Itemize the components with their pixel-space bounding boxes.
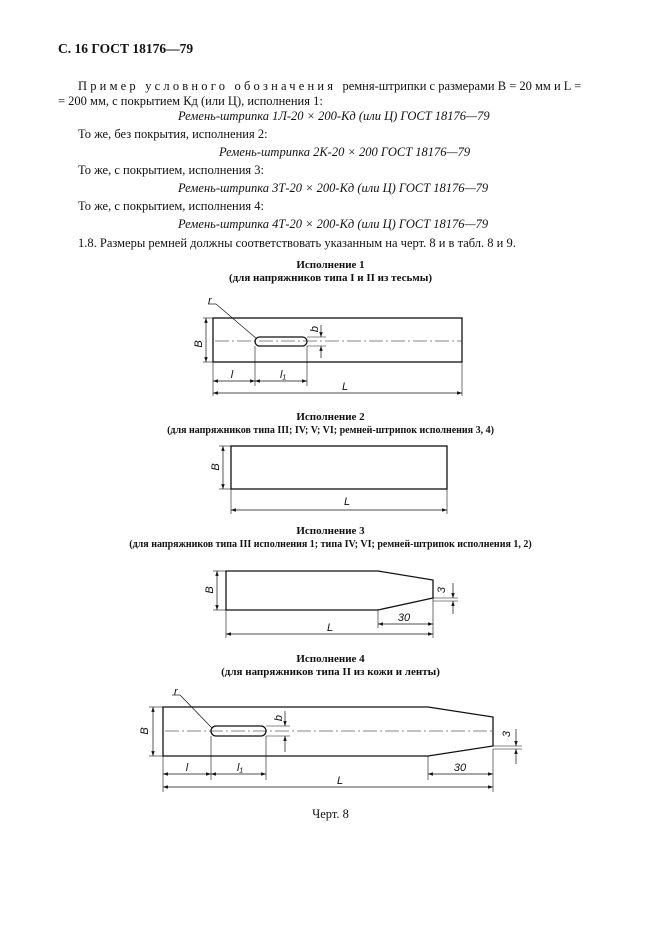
- fig1-r-leader: [216, 304, 257, 339]
- fig4-r-leader: [180, 695, 212, 728]
- intro-spaced-term: Пример условного обозначения: [78, 79, 337, 93]
- fig4-label-b: b: [273, 714, 285, 722]
- fig1-label-r: r: [208, 295, 212, 307]
- fig4-label-r: r: [174, 686, 178, 698]
- figure-1-drawing: [203, 304, 462, 396]
- figure-2-title: Исполнение 2: [296, 411, 365, 423]
- example-label-3: То же, с покрытием, исполнения 3:: [78, 163, 264, 177]
- figure-1-subtitle: (для напряжников типа I и II из тесьмы): [228, 272, 433, 284]
- fig3-label-B: B: [204, 586, 216, 594]
- example-label-4: То же, с покрытием, исполнения 4:: [78, 199, 264, 213]
- fig2-label-L: L: [343, 496, 351, 508]
- fig1-label-b: b: [309, 325, 321, 333]
- fig3-strap-outline: [226, 571, 433, 610]
- fig4-label-B: B: [139, 727, 151, 735]
- designation-2: Ремень-штрипка 2К-20 × 200 ГОСТ 18176—79: [219, 145, 471, 159]
- figure-3-subtitle: (для напряжников типа III исполнения 1; типа IV; VI; ремней-штрипок исполнения 1, 2): [129, 539, 532, 550]
- intro-line-2: = 200 мм, с покрытием Кд (или Ц), исполнения 1:: [58, 94, 323, 108]
- figure-1-title: Исполнение 1: [296, 259, 365, 271]
- figure-3-drawing: [213, 571, 458, 638]
- figure-3-title: Исполнение 3: [296, 525, 365, 537]
- example-label-2: То же, без покрытия, исполнения 2:: [78, 127, 268, 141]
- figure-4-title: Исполнение 4: [296, 653, 365, 665]
- fig4-label-3: 3: [501, 730, 513, 738]
- fig4-strap-outline: [163, 707, 493, 756]
- designation-4: Ремень-штрипка 4Т-20 × 200-Кд (или Ц) ГОСТ 18176—79: [178, 217, 489, 231]
- fig3-label-L: L: [326, 622, 334, 634]
- fig4-label-l: l: [185, 762, 189, 774]
- designation-3: Ремень-штрипка 3Т-20 × 200-Кд (или Ц) ГОСТ 18176—79: [178, 181, 489, 195]
- fig1-label-B: B: [193, 340, 205, 348]
- fig3-label-3: 3: [436, 586, 448, 594]
- fig1-label-l1: l₁: [280, 369, 286, 381]
- designation-1: Ремень-штрипка 1Л-20 × 200-Кд (или Ц) ГОСТ 18176—79: [178, 109, 490, 123]
- fig2-label-B: B: [210, 463, 222, 471]
- fig1-slot: [255, 337, 307, 346]
- figure-number-caption: Черт. 8: [312, 807, 349, 821]
- fig4-label-L: L: [336, 775, 344, 787]
- clause-1-8: 1.8. Размеры ремней должны соответствовать указанным на черт. 8 и в табл. 8 и 9.: [78, 236, 516, 250]
- fig3-label-30: 30: [397, 612, 411, 624]
- figure-2-drawing: [219, 446, 447, 514]
- fig2-strap-outline: [231, 446, 447, 489]
- fig1-strap-outline: [213, 318, 462, 362]
- intro-line-1-rest: ремня-штрипки с размерами B = 20 мм и L =: [342, 79, 582, 93]
- figure-4-subtitle: (для напряжников типа II из кожи и ленты): [221, 666, 440, 678]
- fig4-label-l1: l₁: [237, 762, 243, 774]
- fig4-label-30: 30: [453, 762, 467, 774]
- page-header: С. 16 ГОСТ 18176—79: [58, 41, 194, 56]
- fig1-label-l: l: [230, 369, 234, 381]
- figure-4-drawing: [149, 695, 522, 792]
- fig1-label-L: L: [341, 381, 349, 393]
- figure-2-subtitle: (для напряжников типа III; IV; V; VI; ремней-штрипок исполнения 3, 4): [167, 425, 494, 436]
